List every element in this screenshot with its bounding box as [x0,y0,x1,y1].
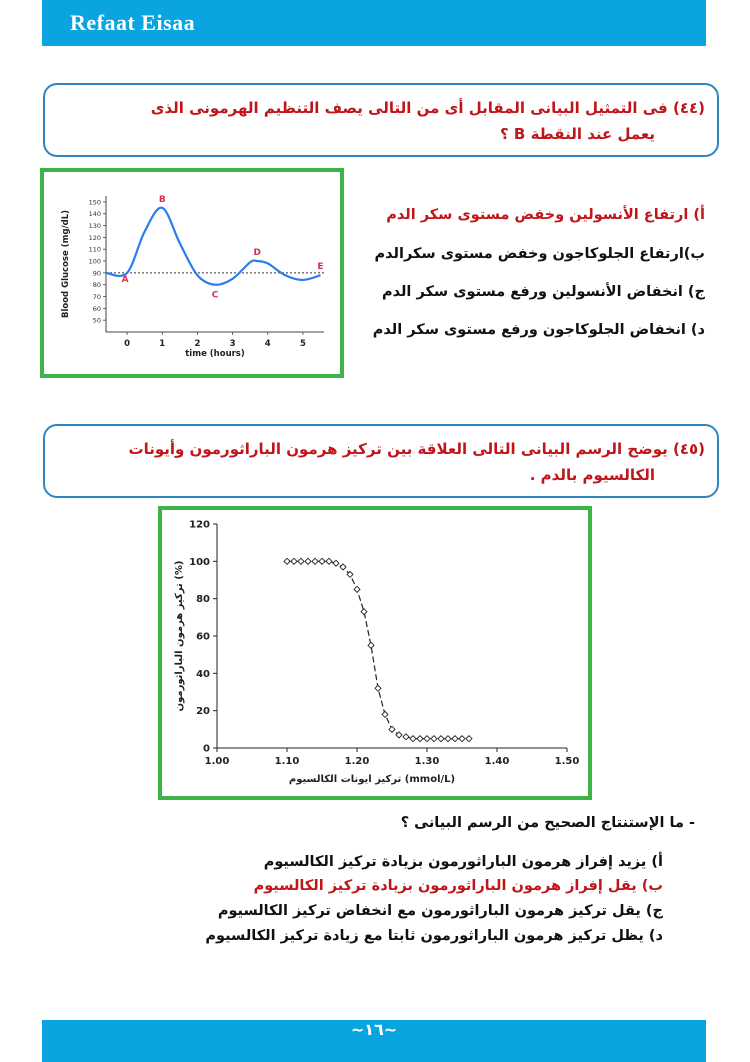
y-tick-label: 110 [88,245,101,254]
header-bar [42,0,706,46]
data-point [424,736,430,742]
x-axis-title: time (hours) [185,349,245,359]
data-point [368,642,374,648]
y-tick-label: 60 [92,304,101,313]
question-44-line2: يعمل عند النقطة B ؟ [499,125,655,143]
question-44-options [345,200,705,360]
x-tick-label: 1.50 [554,756,580,767]
q44-option-b[interactable]: ب)ارتفاع الجلوكاجون وخفض مستوى سكرالدم [374,246,705,262]
question-44-line1: (٤٤) فى التمثيل البيانى المقابل أى من التالى يصف التنظيم الهرمونى الذى [150,99,705,117]
data-point [389,726,395,732]
question-45-box [43,424,719,498]
question-45-line1: (٤٥) يوضح الرسم البيانى التالى العلاقة بين تركيز هرمون الباراثورمون وأيونات [128,440,705,458]
pth-chart-frame [158,506,592,800]
data-point [291,558,297,564]
y-tick-label: 120 [88,233,101,242]
data-point [361,609,367,615]
y-tick-label: 60 [196,631,210,643]
data-point [410,736,416,742]
data-point [375,685,381,691]
data-point [431,736,437,742]
data-point [333,560,339,566]
x-tick-label: 1.20 [344,756,370,767]
data-point [284,558,290,564]
author-name: Refaat Eisaa [70,10,196,35]
data-point [445,736,451,742]
point-label-b: B [158,194,166,205]
data-point [305,558,311,564]
x-tick-label: 1.10 [274,756,300,767]
data-point [340,564,346,570]
question-44-box [43,83,719,157]
glucose-chart-frame [40,168,344,378]
y-axis-title: تركيز هرمون الباراثورمون (%) [174,560,185,712]
q44-option-c[interactable]: ج) انخفاض الأنسولين ورفع مستوى سكر الدم [381,284,705,300]
y-axis-title: Blood Glucose (mg/dL) [61,209,71,319]
x-tick-label: 1 [159,339,166,349]
page-number: ~١٦~ [350,1020,398,1039]
q45-option-d[interactable]: د) يظل تركيز هرمون الباراثورمون ثابتا مع زيادة تركيز الكالسيوم [205,928,663,944]
y-tick-label: 140 [88,210,101,219]
glucose-chart [44,172,340,374]
y-tick-label: 80 [92,281,101,290]
data-point [319,558,325,564]
q45-question: - ما الإستنتاج الصحيح من الرسم البيانى ؟ [400,815,695,831]
q45-option-c[interactable]: ج) يقل تركيز هرمون الباراثورمون مع انخفاض تركيز الكالسيوم [217,903,663,919]
q44-option-a[interactable]: أ) ارتفاع الأنسولين وخفض مستوى سكر الدم [386,207,705,223]
point-label-d: D [253,248,261,259]
data-point [459,736,465,742]
data-point [326,558,332,564]
data-point [312,558,318,564]
data-point [382,711,388,717]
data-point [417,736,423,742]
y-tick-label: 0 [203,743,210,755]
point-label-c: C [211,290,219,301]
footer-bar [42,1020,706,1062]
x-tick-label: 0 [124,339,131,349]
data-point [466,736,472,742]
point-label-a: A [121,274,129,285]
y-tick-label: 20 [196,706,210,718]
y-tick-label: 120 [189,519,210,531]
data-point [298,558,304,564]
data-point [354,586,360,592]
x-tick-label: 2 [194,339,201,349]
data-point [403,734,409,740]
q45-option-a[interactable]: أ) يزيد إفراز هرمون الباراثورمون بزيادة تركيز الكالسيوم [263,854,663,870]
question-45-line2: الكالسيوم بالدم . [529,466,655,484]
q44-option-d[interactable]: د) انخفاض الجلوكاجون ورفع مستوى سكر الدم [372,322,705,338]
data-point [452,736,458,742]
y-tick-label: 50 [92,316,101,325]
question-45-options [150,810,695,960]
y-tick-label: 70 [92,293,101,302]
data-point [438,736,444,742]
y-tick-label: 80 [196,594,210,606]
y-tick-label: 100 [88,257,101,266]
y-tick-label: 130 [88,222,101,231]
y-tick-label: 100 [189,556,210,568]
y-tick-label: 90 [92,269,101,278]
y-tick-label: 40 [196,668,210,680]
x-tick-label: 5 [299,339,306,349]
q45-option-b[interactable]: ب) يقل إفراز هرمون الباراثورمون بزيادة تركيز الكالسيوم [253,878,663,894]
x-tick-label: 3 [229,339,236,349]
x-tick-label: 4 [264,339,271,349]
y-tick-label: 150 [88,198,101,207]
pth-chart [162,510,588,796]
x-tick-label: 1.40 [484,756,510,767]
x-tick-label: 1.30 [414,756,440,767]
x-tick-label: 1.00 [204,756,230,767]
x-axis-title: تركيز ايونات الكالسيوم (mmol/L) [288,774,456,785]
point-label-e: E [317,262,324,273]
pth-curve [287,561,469,738]
